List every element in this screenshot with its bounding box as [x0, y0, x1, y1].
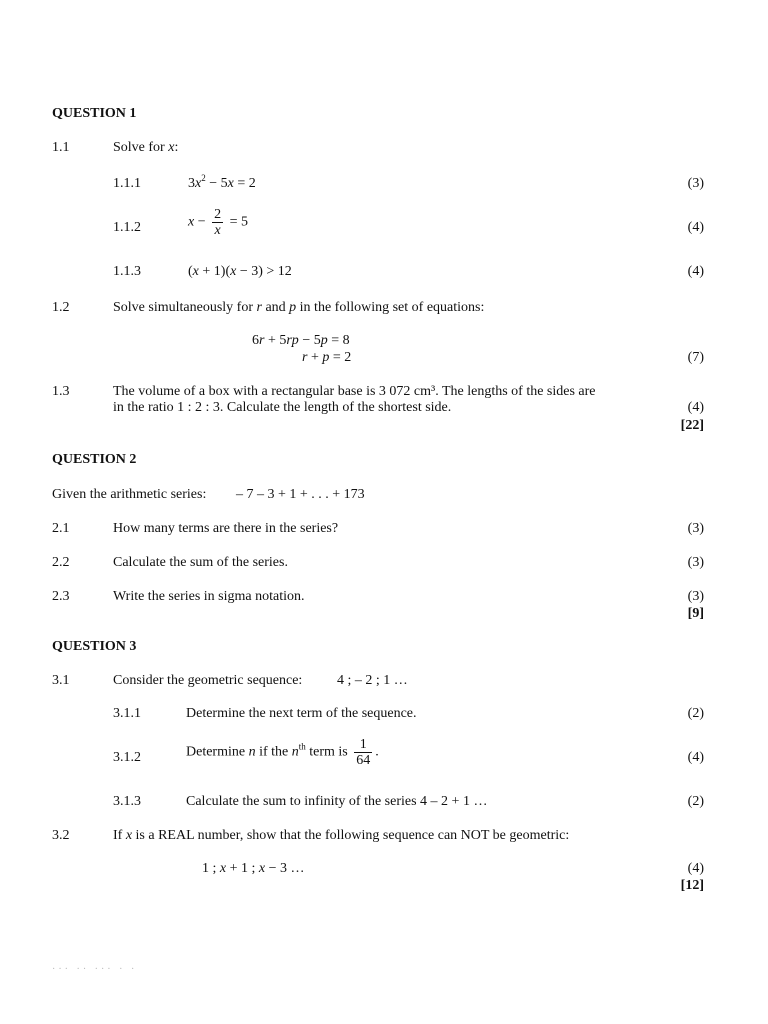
- question-1-heading: QUESTION 1: [52, 106, 137, 121]
- marks: (4): [687, 861, 704, 876]
- item-text: Determine the next term of the sequence.: [186, 706, 417, 721]
- item-text: Solve for x:: [113, 140, 179, 155]
- footer-faded-text: ··· ·· ··· · ·: [52, 964, 138, 975]
- series: – 7 – 3 + 1 + . . . + 173: [236, 487, 365, 502]
- item-text: Calculate the sum of the series.: [113, 555, 288, 570]
- item-number: 1.1: [52, 140, 70, 155]
- item-number: 2.1: [52, 521, 70, 536]
- item-number: 1.2: [52, 300, 70, 315]
- item-number: 1.1.1: [113, 176, 141, 191]
- equation: 6r + 5rp − 5p = 8: [252, 333, 350, 348]
- item-text: If x is a REAL number, show that the following sequence can NOT be geometric:: [113, 828, 570, 843]
- question-2-heading: QUESTION 2: [52, 452, 137, 467]
- item-number: 3.1.2: [113, 750, 141, 765]
- item-number: 1.1.2: [113, 220, 141, 235]
- marks: (4): [687, 750, 704, 765]
- sequence: 4 ; – 2 ; 1 …: [337, 673, 408, 688]
- marks: (3): [687, 555, 704, 570]
- item-number: 1.1.3: [113, 264, 141, 279]
- marks: (4): [687, 400, 704, 415]
- equation: $3x^2 - 5x = 2$: [188, 173, 256, 191]
- marks: (3): [687, 176, 704, 191]
- sequence: 1 ; x + 1 ; x − 3 …: [202, 861, 305, 876]
- equation: (x + 1)(x − 3) > 12: [188, 264, 292, 279]
- marks: (2): [687, 794, 704, 809]
- question-3-heading: QUESTION 3: [52, 639, 137, 654]
- question-total: [12]: [680, 878, 704, 893]
- equation: x − $\frac{2}{x}$ = 5: [188, 207, 249, 238]
- equation: r + p = 2: [302, 350, 352, 365]
- item-text: How many terms are there in the series?: [113, 521, 339, 536]
- item-text: Determine n if the $n^{th}$ term is $\frac{1}{64}$ .: [186, 737, 379, 768]
- item-text: The volume of a box with a rectangular base is 3 072 cm³. The lengths of the sides are: [113, 384, 596, 399]
- item-number: 3.1.3: [113, 794, 141, 809]
- marks: (3): [687, 521, 704, 536]
- item-number: 2.3: [52, 589, 70, 604]
- marks: (2): [687, 706, 704, 721]
- marks: (7): [687, 350, 704, 365]
- item-text: Solve simultaneously for r and p in the following set of equations:: [113, 300, 485, 315]
- item-text: Write the series in sigma notation.: [113, 589, 305, 604]
- marks: (4): [687, 264, 704, 279]
- item-text: Given the arithmetic series:: [52, 487, 207, 502]
- fraction: $\frac{1}{64}$: [356, 737, 371, 768]
- item-text: Consider the geometric sequence:: [113, 673, 303, 688]
- item-number: 3.2: [52, 828, 70, 843]
- item-number: 3.1.1: [113, 706, 141, 721]
- question-total: [9]: [687, 606, 704, 621]
- item-text: in the ratio 1 : 2 : 3. Calculate the length of the shortest side.: [113, 400, 452, 415]
- marks: (4): [687, 220, 704, 235]
- item-text: Calculate the sum to infinity of the series 4 – 2 + 1 …: [186, 794, 488, 809]
- marks: (3): [687, 589, 704, 604]
- question-total: [22]: [680, 418, 704, 433]
- item-number: 2.2: [52, 555, 70, 570]
- item-number: 3.1: [52, 673, 70, 688]
- item-number: 1.3: [52, 384, 70, 399]
